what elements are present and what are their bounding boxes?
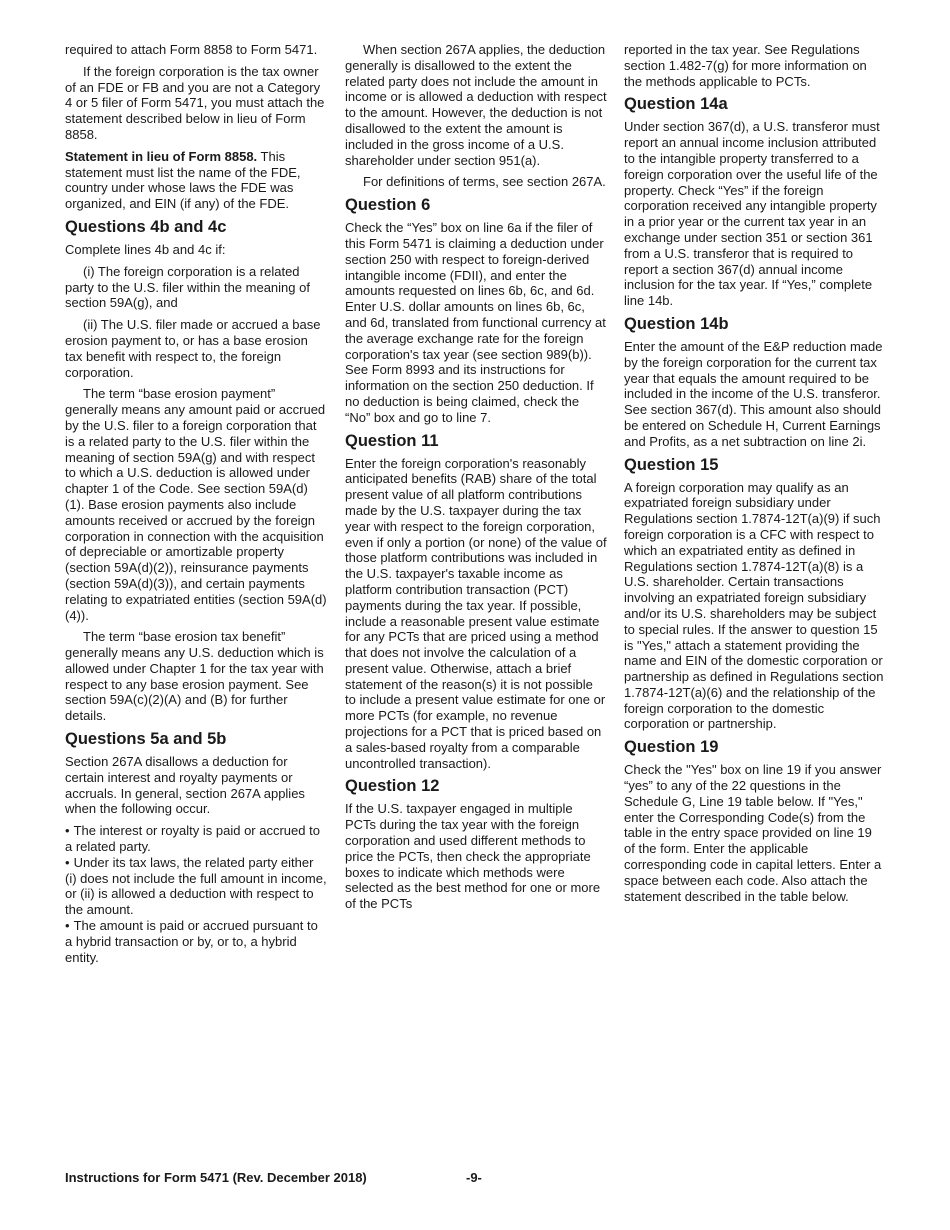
statement-paragraph: [65, 149, 327, 212]
paragraph: Enter the amount of the E&P reduction made by the foreign corporation for the current tax year that equals the amount required to be included in the income of the U.S. transferor. See section 367(d). This amount also should be entered on Schedule H, Current Earnings and Profits, as a net subtraction on line 2i.: [624, 338, 883, 449]
run-in-heading: Statement in lieu of Form 8858.: [65, 148, 258, 164]
heading-questions-5a-5b: Questions 5a and 5b: [65, 730, 227, 749]
list-item: [65, 918, 327, 965]
paragraph: Check the “Yes” box on line 6a if the filer of this Form 5471 is claiming a deduction under section 250 with respect to foreign-derived intangible income (FDII), and enter the amounts requested on lines 6b, 6c, and 6d. Enter U.S. dollar amounts on lines 6b, 6c, and 6d, translated from functional currency at the average exchange rate for the foreign corporation's tax year (see section 989(b)). See Form 8993 and its instructions for information on the section 250 deduction. If no deduction is being claimed, check the “No” box and go to line 7.: [345, 220, 606, 425]
list-item-text: The amount is paid or accrued pursuant to a hybrid transaction or by, or to, a hybrid entity.: [65, 918, 318, 965]
page-number: -9-: [466, 1170, 482, 1185]
paragraph: Check the "Yes" box on line 19 if you answer “yes” to any of the 22 questions in the Schedule G, Line 19 table below. If "Yes," enter the Corresponding Code(s) from the table in the entry space provided on line 19 of the form. Enter the applicable corresponding code in capital letters. Enter a space between each code. Also attach the statement described in the table below.: [624, 762, 882, 904]
list-item: [65, 823, 327, 855]
heading-question-12: Question 12: [345, 777, 440, 796]
paragraph: When section 267A applies, the deduction generally is disallowed to the extent the related party does not include the amount in income or is allowed a deduction with respect to the amount. However, the deduction is not disallowed to the extent the amount is included in the gross income of a U.S. shareholder under section 951(a).: [345, 42, 607, 168]
heading-question-6: Question 6: [345, 196, 431, 215]
paragraph: The term “base erosion tax benefit” generally means any U.S. deduction which is allowed under Chapter 1 for the tax year with respect to any base erosion payment. See section 59A(c)(2)(A) and (B) for further details.: [65, 629, 324, 724]
column-right: [624, 42, 886, 910]
paragraph: A foreign corporation may qualify as an expatriated foreign subsidiary under Regulations section 1.7874-12T(a)(9) if such foreign corporation is a CFC with respect to which an expatriated entity as defined in Regulations section 1.7874-12T(a)(8) is a U.S. shareholder. Certain transactions involving an expatriated foreign subsidiary and/or its U.S. shareholders may be subject to special rules. If the answer to question 15 is "Yes," attach a statement providing the name and EIN of the domestic corporation or partnership as defined in Regulations section 1.7874-12T(a)(6) and the relationship of the foreign corporation to the domestic corporation or partnership.: [624, 479, 884, 732]
bullet-icon: •: [65, 854, 70, 870]
paragraph: Complete lines 4b and 4c if:: [65, 241, 226, 257]
heading-question-15: Question 15: [624, 455, 719, 474]
list-item-text: The interest or royalty is paid or accrued to a related party.: [65, 823, 320, 855]
paragraph: reported in the tax year. See Regulations section 1.482-7(g) for more information on the methods applicable to PCTs.: [624, 42, 867, 89]
heading-question-19: Question 19: [624, 738, 719, 757]
paragraph: required to attach Form 8858 to Form 5471.: [65, 42, 318, 57]
bullet-icon: •: [65, 823, 70, 839]
paragraph: (ii) The U.S. filer made or accrued a base erosion payment to, or has a base erosion tax benefit with respect to, the foreign corporation.: [65, 317, 321, 380]
paragraph-body: This statement must list the name of the FDE, country under whose laws the FDE was organized, and EIN (if any) of the FDE.: [65, 148, 301, 212]
paragraph: For definitions of terms, see section 267A.: [363, 174, 606, 190]
column-left: [65, 42, 327, 965]
column-middle: [345, 42, 607, 918]
paragraph: Under section 367(d), a U.S. transferor must report an annual income inclusion attributed to the intangible property transferred to a foreign corporation over the useful life of the property. Check “Yes” if the foreign corporation received any intangible property in a prior year or the current tax year in an exchange under section 351 or section 361 from a U.S. transferor that is required to report a section 367(d) annual income inclusion for the tax year. If “Yes,” complete line 14b.: [624, 119, 880, 309]
footer-title: Instructions for Form 5471 (Rev. December 2018): [65, 1170, 367, 1185]
paragraph: Section 267A disallows a deduction for certain interest and royalty payments or accruals. In general, section 267A applies when the following occur.: [65, 754, 305, 817]
paragraph: The term “base erosion payment” generally means any amount paid or accrued by the U.S. filer to a foreign corporation that is a related party to the U.S. filer within the meaning of section 59A(g) and with respect to which a U.S. deduction is allowed under chapter 1 of the Code. See section 59A(d)(1). Base erosion payments also include amounts received or accrued by the foreign corporation in connection with the acquisition of depreciable or amortizable property (section 59A(d)(2)), reinsurance payments (section 59A(d)(3)), and certain payments relating to expatriated entities (section 59A(d)(4)).: [65, 386, 327, 623]
paragraph: (i) The foreign corporation is a related party to the U.S. filer within the meaning of section 59A(g), and: [65, 263, 310, 311]
paragraph: If the foreign corporation is the tax owner of an FDE or FB and you are not a Category 4 or 5 filer of Form 5471, you must attach the statement described below in lieu of Form 8858.: [65, 63, 325, 142]
heading-question-14b: Question 14b: [624, 314, 729, 333]
list-item: [65, 855, 327, 918]
paragraph: Enter the foreign corporation's reasonably anticipated benefits (RAB) share of the total present value of all platform contributions made by the U.S. taxpayer during the tax year with respect to the foreign corporation, even if only a portion (or none) of the value of those platform contributions was included in the U.S. taxpayer's taxable income as platform contribution transaction (PCT) payments during the tax year. If possible, include a reasonable present value estimate for any PCTs that are priced using a method that does not involve the calculation of a present value. Otherwise, attach a brief statement of the reason(s) it is not possible to include a present value estimate for one or more PCTs (for example, no revenue projections for a PCT that is priced based on a sales-based royalty from a comparable uncontrolled transaction).: [345, 455, 607, 771]
heading-question-14a: Question 14a: [624, 95, 728, 114]
bullet-list: [65, 823, 327, 965]
list-item-text: Under its tax laws, the related party either (i) does not include the full amount in income, or (ii) is allowed a deduction with respect to the amount.: [65, 854, 327, 918]
heading-question-11: Question 11: [345, 431, 439, 450]
heading-questions-4b-4c: Questions 4b and 4c: [65, 217, 227, 236]
bullet-icon: •: [65, 918, 70, 934]
paragraph: If the U.S. taxpayer engaged in multiple PCTs during the tax year with the foreign corporation and used different methods to price the PCTs, then check the appropriate boxes to indicate which methods were selected as the best method for one or more of the PCTs: [345, 801, 601, 912]
